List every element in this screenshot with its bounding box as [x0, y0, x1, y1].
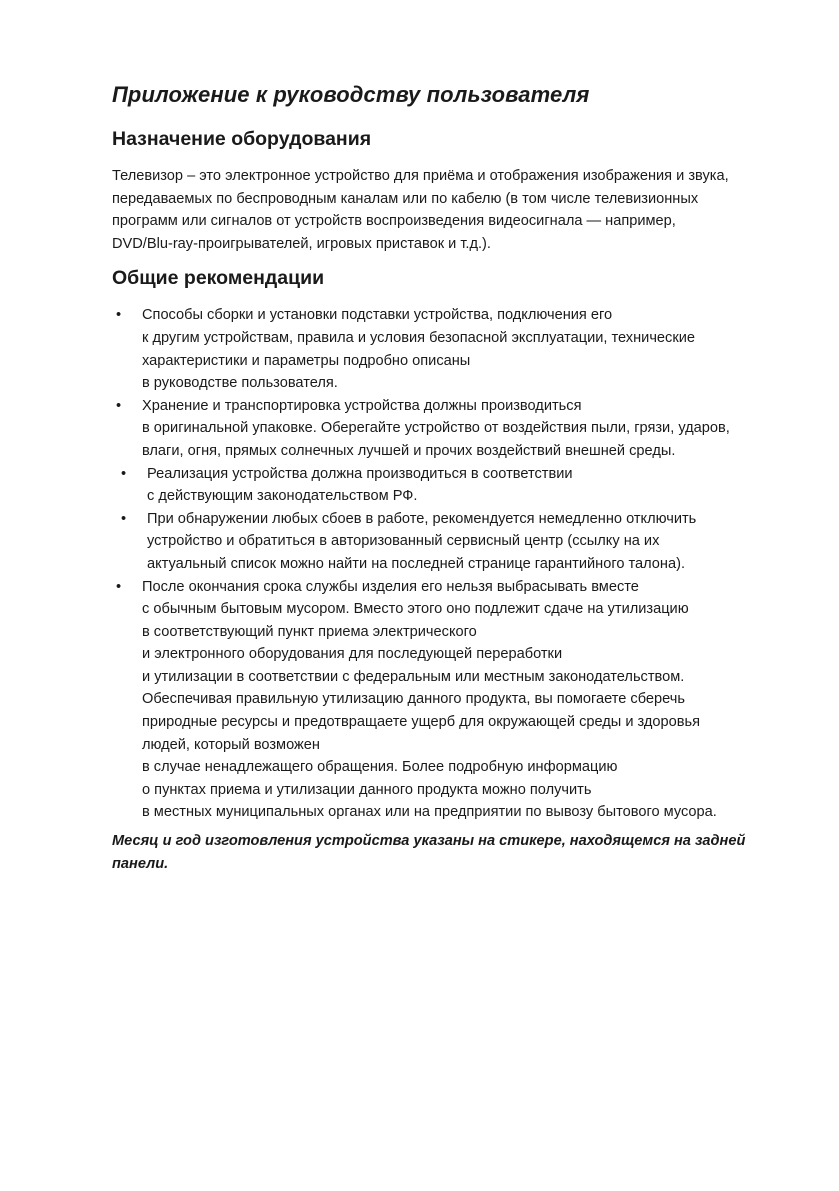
list-item-line: и электронного оборудования для последующей переработки — [142, 646, 563, 663]
purpose-paragraph — [112, 165, 792, 255]
document-page — [112, 82, 792, 875]
list-item-line: Хранение и транспортировка устройства должны производиться — [142, 397, 582, 414]
list-item-line: характеристики и параметры подробно описаны — [142, 352, 471, 369]
list-item-line: с обычным бытовым мусором. Вместо этого оно подлежит сдаче на утилизацию — [142, 601, 689, 618]
paragraph-line: DVD/Blu-ray-проигрывателей, игровых приставок и т.д.). — [112, 235, 491, 252]
paragraph-line: программ или сигналов от устройств воспроизведения видеосигнала — например, — [112, 213, 676, 230]
list-item-line: в руководстве пользователя. — [142, 375, 338, 392]
note-line: Месяц и год изготовления устройства указаны на стикере, находящемся на задней — [112, 833, 746, 850]
section-heading-recommendations: Общие рекомендации — [112, 267, 325, 290]
bullet-icon: • — [116, 307, 122, 324]
list-item-line: с действующим законодательством РФ. — [147, 488, 418, 505]
recommendations-list — [112, 304, 792, 824]
bullet-icon: • — [116, 397, 122, 414]
list-item-line: Способы сборки и установки подставки устройства, подключения его — [142, 307, 613, 324]
list-item-line: к другим устройствам, правила и условия безопасной эксплуатации, технические — [142, 329, 695, 346]
bullet-icon: • — [121, 465, 127, 482]
list-item — [112, 508, 792, 576]
list-item — [112, 576, 792, 825]
list-item-line: влаги, огня, прямых солнечных лучшей и прочих воздействий внешней среды. — [142, 442, 676, 459]
list-item — [112, 463, 792, 508]
list-item-line: в соответствующий пункт приема электрического — [142, 623, 477, 640]
bullet-icon: • — [116, 578, 122, 595]
list-item-line: природные ресурсы и предотвращаете ущерб для окружающей среды и здоровья — [142, 714, 701, 731]
list-item-line: Обеспечивая правильную утилизацию данного продукта, вы помогаете сберечь — [142, 691, 685, 708]
note-line: панели. — [112, 855, 169, 872]
list-item-line: и утилизации в соответствии с федеральным или местным законодательством. — [142, 668, 685, 685]
document-title: Приложение к руководству пользователя — [112, 82, 590, 107]
list-item — [112, 395, 792, 463]
list-item-line: После окончания срока службы изделия его нельзя выбрасывать вместе — [142, 578, 639, 595]
section-heading-purpose: Назначение оборудования — [112, 128, 372, 150]
list-item-line: в местных муниципальных органах или на предприятии по вывозу бытового мусора. — [142, 804, 717, 821]
list-item-line: При обнаружении любых сбоев в работе, рекомендуется немедленно отключить — [147, 510, 697, 527]
list-item-line: людей, который возможен — [142, 736, 320, 753]
list-item — [112, 304, 792, 394]
paragraph-line: передаваемых по беспроводным каналам или по кабелю (в том числе телевизионных — [112, 190, 699, 207]
list-item-line: устройство и обратиться в авторизованный сервисный центр (ссылку на их — [147, 533, 660, 550]
list-item-line: Реализация устройства должна производиться в соответствии — [147, 465, 573, 482]
bullet-icon: • — [121, 510, 127, 527]
list-item-line: в случае ненадлежащего обращения. Более подробную информацию — [142, 759, 618, 776]
list-item-line: актуальный список можно найти на последней странице гарантийного талона). — [147, 555, 686, 572]
list-item-line: в оригинальной упаковке. Оберегайте устройство от воздействия пыли, грязи, ударов, — [142, 420, 730, 437]
list-item-line: о пунктах приема и утилизации данного продукта можно получить — [142, 781, 592, 798]
paragraph-line: Телевизор – это электронное устройство для приёма и отображения изображения и звука, — [112, 168, 729, 184]
manufacture-date-note — [112, 830, 792, 875]
